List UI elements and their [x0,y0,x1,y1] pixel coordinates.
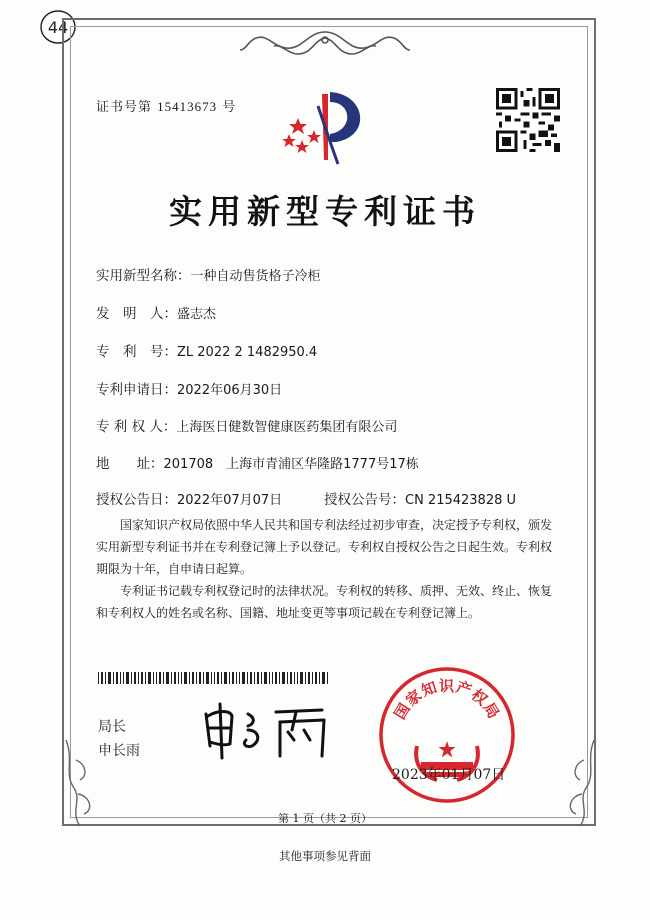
seal-date: 2023年01月07日 [392,767,506,783]
inventor: 发 明 人：盛志杰 [96,306,217,322]
cnipa-logo-icon [278,84,374,176]
document-title: 实用新型专利证书 [169,192,481,231]
patent-number: 专 利 号：ZL 2022 2 1482950.4 [96,344,318,360]
signatory-name: 申长雨 [98,743,140,759]
certificate-number: 证书号第 15413673 号 [96,99,237,115]
grant-announcement-date: 授权公告日：2022年07月07日 [96,492,283,508]
certificate-number-value: 15413673 [157,99,218,114]
svg-text:国家知识产权局: 国家知识产权局 [390,677,504,723]
legal-paragraph: 国家知识产权局依照中华人民共和国专利法经过初步审查，决定授予专利权，颁发实用新型专利证书并在专利登记簿上予以登记。专利权自授权公告之日起生效。专利权期限为十年，自申请日起算。 [96,518,553,576]
legal-paragraph: 专利证书记载专利权登记时的法律状况。专利权的转移、质押、无效、终止、恢复和专利权人的姓名或名称、国籍、地址变更等事项记载在专利登记簿上。 [96,584,553,620]
utility-model-name: 实用新型名称：一种自动售货格子冷柜 [96,268,321,284]
patent-holder: 专 利 权 人：上海医日健数智健康医药集团有限公司 [96,419,398,435]
filing-date: 专利申请日：2022年06月30日 [96,382,283,398]
svg-text:44: 44 [47,18,69,37]
top-ornament-icon [238,26,412,58]
footer-note: 其他事项参见背面 [279,849,371,863]
handwritten-signature [196,700,336,760]
grant-announcement-number: 授权公告号：CN 215423828 U [324,492,517,508]
signatory-title: 局长 [98,719,126,735]
qr-code-icon [496,88,560,152]
official-seal-stamp [376,664,518,806]
barcode-icon [98,672,330,684]
address: 地 址：201708 上海市青浦区华隆路1777号17栋 [96,456,419,472]
page-number: 第 1 页（共 2 页） [278,812,372,825]
